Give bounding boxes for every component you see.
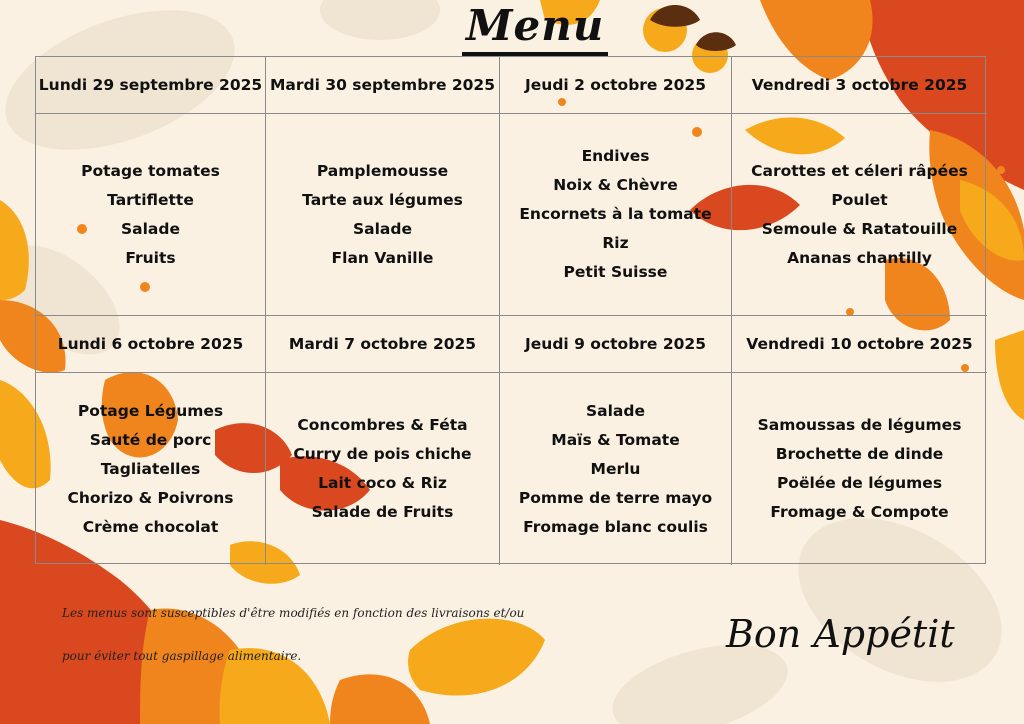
table-header-cell: [500, 57, 732, 114]
dish-item: Poulet: [831, 190, 888, 209]
dish-item: Tarte aux légumes: [302, 190, 463, 209]
table-header-cell: [266, 316, 500, 373]
dish-item: Samoussas de légumes: [757, 416, 962, 434]
dish-item: Semoule & Ratatouille: [761, 219, 958, 238]
disclaimer-line-1: Les menus sont susceptibles d'être modifiés en fonction des livraisons et/ou: [62, 606, 525, 620]
disclaimer-line-2: pour éviter tout gaspillage alimentaire.: [62, 649, 302, 663]
dish-item: Brochette de dinde: [775, 445, 944, 463]
menu-cell: [500, 373, 732, 565]
dish-item: Carottes et céleri râpées: [751, 161, 968, 180]
dish-item: Salade: [585, 401, 645, 420]
dish-item: Concombres & Féta: [297, 416, 468, 434]
menu-table: [35, 56, 986, 564]
dish-item: Sauté de porc: [89, 430, 212, 449]
table-header-cell: [732, 316, 987, 373]
table-header-cell: [36, 57, 266, 114]
table-header-cell: [732, 57, 987, 114]
dish-item: Lait coco & Riz: [318, 474, 447, 492]
table-header-cell: [500, 316, 732, 373]
day-date: Vendredi 10 octobre 2025: [746, 335, 973, 353]
page-title: Menu: [462, 0, 608, 56]
dish-item: Curry de pois chiche: [293, 445, 472, 463]
dish-item: Fromage blanc coulis: [523, 517, 708, 536]
day-date: Lundi 6 octobre 2025: [57, 335, 244, 353]
dish-item: Flan Vanille: [331, 248, 434, 267]
menu-cell: [266, 114, 500, 316]
dish-item: Potage Légumes: [77, 401, 224, 420]
menu-cell: [732, 373, 987, 565]
menu-cell: [266, 373, 500, 565]
dish-item: Poëlée de légumes: [776, 474, 943, 492]
dish-item: Endives: [581, 147, 650, 165]
dish-item: Potage tomates: [81, 161, 220, 180]
bon-appetit-text: Bon Appétit: [726, 612, 955, 656]
menu-cell: [36, 114, 266, 316]
dish-item: Pomme de terre mayo: [518, 488, 713, 507]
dish-item: Tagliatelles: [100, 459, 201, 478]
menu-cell: [36, 373, 266, 565]
table-header-cell: [36, 316, 266, 373]
day-date: Mardi 30 septembre 2025: [270, 76, 495, 94]
dish-item: Salade: [352, 219, 412, 238]
menu-cell: [732, 114, 987, 316]
dish-item: Pamplemousse: [316, 161, 449, 180]
dish-item: Ananas chantilly: [787, 248, 932, 267]
dish-item: Fromage & Compote: [770, 503, 949, 521]
menu-cell: [500, 114, 732, 316]
day-date: Jeudi 2 octobre 2025: [525, 76, 706, 94]
dish-item: Riz: [602, 234, 629, 252]
table-header-cell: [266, 57, 500, 114]
dish-item: Tartiflette: [107, 190, 194, 209]
day-date: Lundi 29 septembre 2025: [38, 76, 263, 94]
day-date: Mardi 7 octobre 2025: [288, 335, 477, 353]
dish-item: Petit Suisse: [563, 263, 668, 281]
day-date: Vendredi 3 octobre 2025: [751, 76, 968, 94]
dish-item: Merlu: [590, 459, 641, 478]
dish-item: Salade de Fruits: [311, 503, 454, 521]
dish-item: Crème chocolat: [82, 517, 219, 536]
dish-item: Chorizo & Poivrons: [67, 488, 234, 507]
dish-item: Salade: [120, 219, 180, 238]
dish-item: Encornets à la tomate: [519, 205, 712, 223]
dish-item: Noix & Chèvre: [553, 176, 678, 194]
dish-item: Maïs & Tomate: [551, 430, 680, 449]
dish-item: Fruits: [125, 248, 176, 267]
day-date: Jeudi 9 octobre 2025: [525, 335, 706, 353]
